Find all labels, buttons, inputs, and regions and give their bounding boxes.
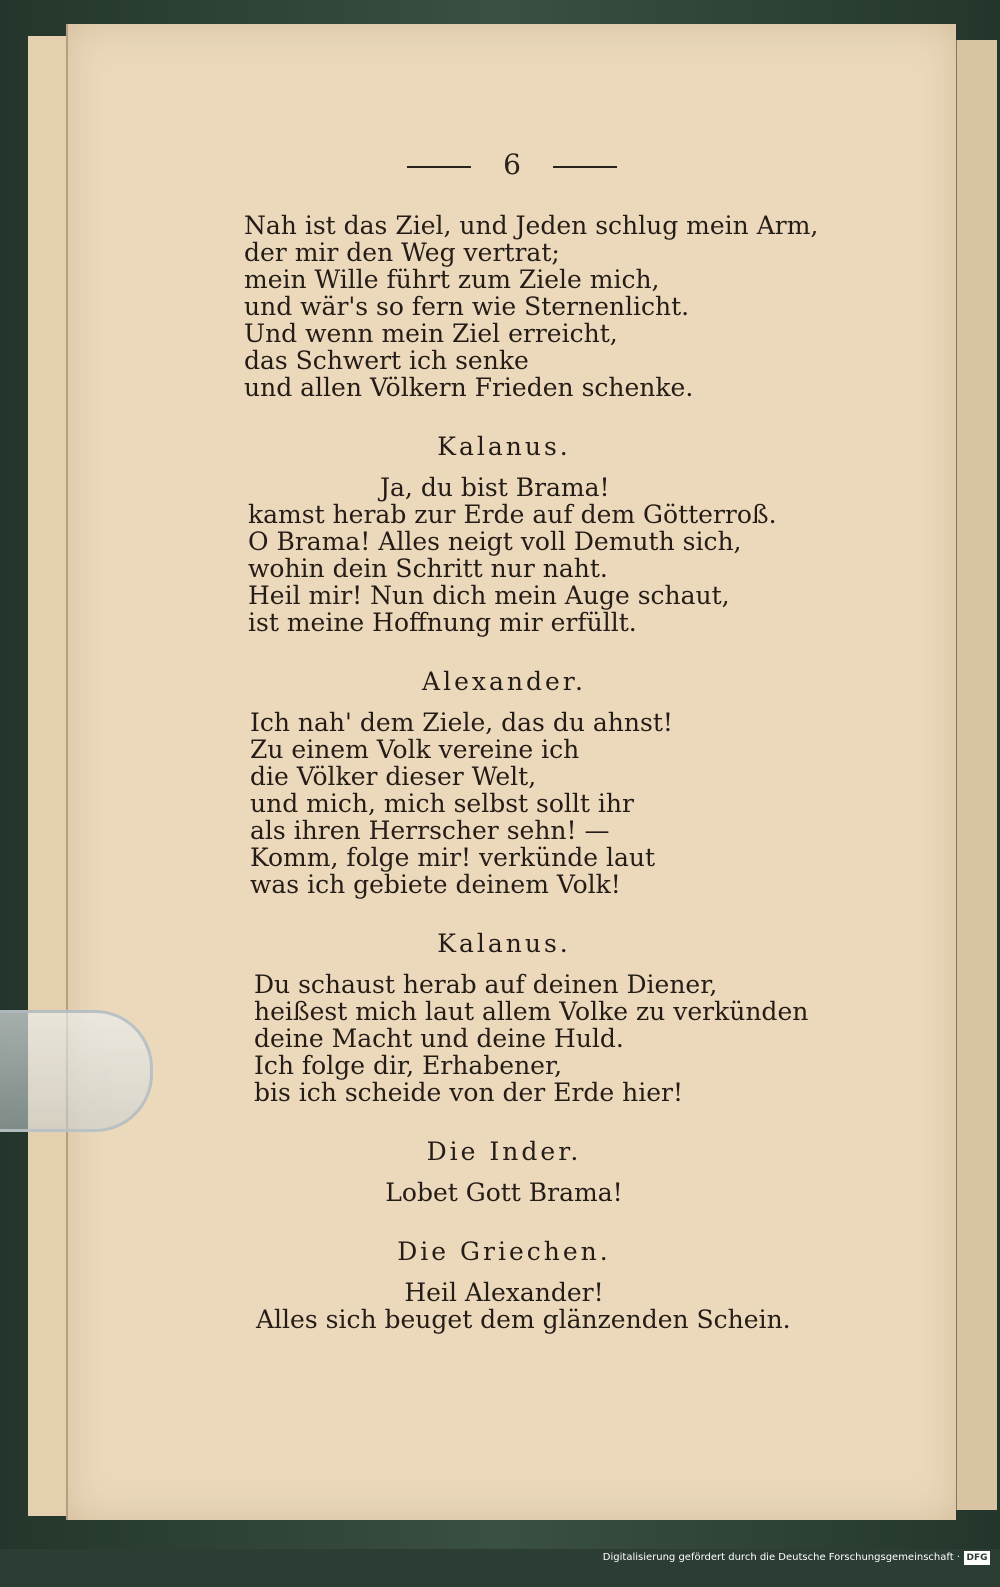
book-page <box>66 24 956 1520</box>
verse-line: Lobet Gott Brama! <box>385 1178 623 1207</box>
speaker-heading: Die Inder. <box>426 1137 582 1166</box>
verse-line: Komm, folge mir! verkünde laut <box>250 843 656 872</box>
verse-line: Alles sich beuget dem glänzenden Schein. <box>256 1305 791 1334</box>
verse-line: ist meine Hoffnung mir erfüllt. <box>248 608 637 637</box>
verse-line: Ich folge dir, Erhabener, <box>254 1051 563 1080</box>
stanza-kalanus <box>244 474 864 636</box>
verse-line: und mich, mich selbst sollt ihr <box>250 789 634 818</box>
funding-credit: Digitalisierung gefördert durch die Deutsche Forschungsgemeinschaft · <box>602 1552 960 1563</box>
verse-line: Nah ist das Ziel, und Jeden schlug mein Arm, <box>244 211 819 240</box>
header-rule-left <box>407 166 471 168</box>
facing-page-edge <box>955 40 997 1510</box>
verse-line: Zu einem Volk vereine ich <box>250 735 580 764</box>
verse-line: kamst herab zur Erde auf dem Götterroß. <box>248 500 777 529</box>
page-number: 6 <box>503 148 521 181</box>
verse-line: Ja, du bist Brama! <box>380 473 610 502</box>
verse-line: als ihren Herrscher sehn! — <box>250 816 610 845</box>
verse-line: heißest mich laut allem Volke zu verkünden <box>254 997 809 1026</box>
speaker-heading: Kalanus. <box>437 929 571 958</box>
dfg-logo: DFG <box>964 1551 990 1565</box>
verse-line: die Völker dieser Welt, <box>250 762 537 791</box>
verse-line: Ich nah' dem Ziele, das du ahnst! <box>250 708 673 737</box>
verse-line: wohin dein Schritt nur naht. <box>248 554 608 583</box>
verse-line: Heil Alexander! <box>404 1278 604 1307</box>
verse-line: Du schaust herab auf deinen Diener, <box>254 970 718 999</box>
stanza-kalanus <box>244 971 864 1106</box>
verse-line: was ich gebiete deinem Volk! <box>250 870 621 899</box>
page-text <box>244 212 864 1333</box>
verse-line: deine Macht und deine Huld. <box>254 1024 624 1053</box>
verse-line: der mir den Weg vertrat; <box>244 238 560 267</box>
verse-line: Und wenn mein Ziel erreicht, <box>244 319 618 348</box>
verse-line: und wär's so fern wie Sternenlicht. <box>244 292 690 321</box>
page-number-header <box>68 148 956 181</box>
verse-line: und allen Völkern Frieden schenke. <box>244 373 694 402</box>
stanza-alexander <box>244 709 864 898</box>
verse-line: O Brama! Alles neigt voll Demuth sich, <box>248 527 742 556</box>
verse-line: das Schwert ich senke <box>244 346 529 375</box>
header-rule-right <box>553 166 617 168</box>
speaker-heading: Kalanus. <box>437 432 571 461</box>
speaker-heading: Die Griechen. <box>397 1237 611 1266</box>
page-clip <box>0 1010 153 1132</box>
verse-line: bis ich scheide von der Erde hier! <box>254 1078 684 1107</box>
speaker-heading: Alexander. <box>422 667 586 696</box>
stanza-alexander-opening <box>244 212 864 401</box>
verse-line: Heil mir! Nun dich mein Auge schaut, <box>248 581 730 610</box>
verse-line: mein Wille führt zum Ziele mich, <box>244 265 660 294</box>
